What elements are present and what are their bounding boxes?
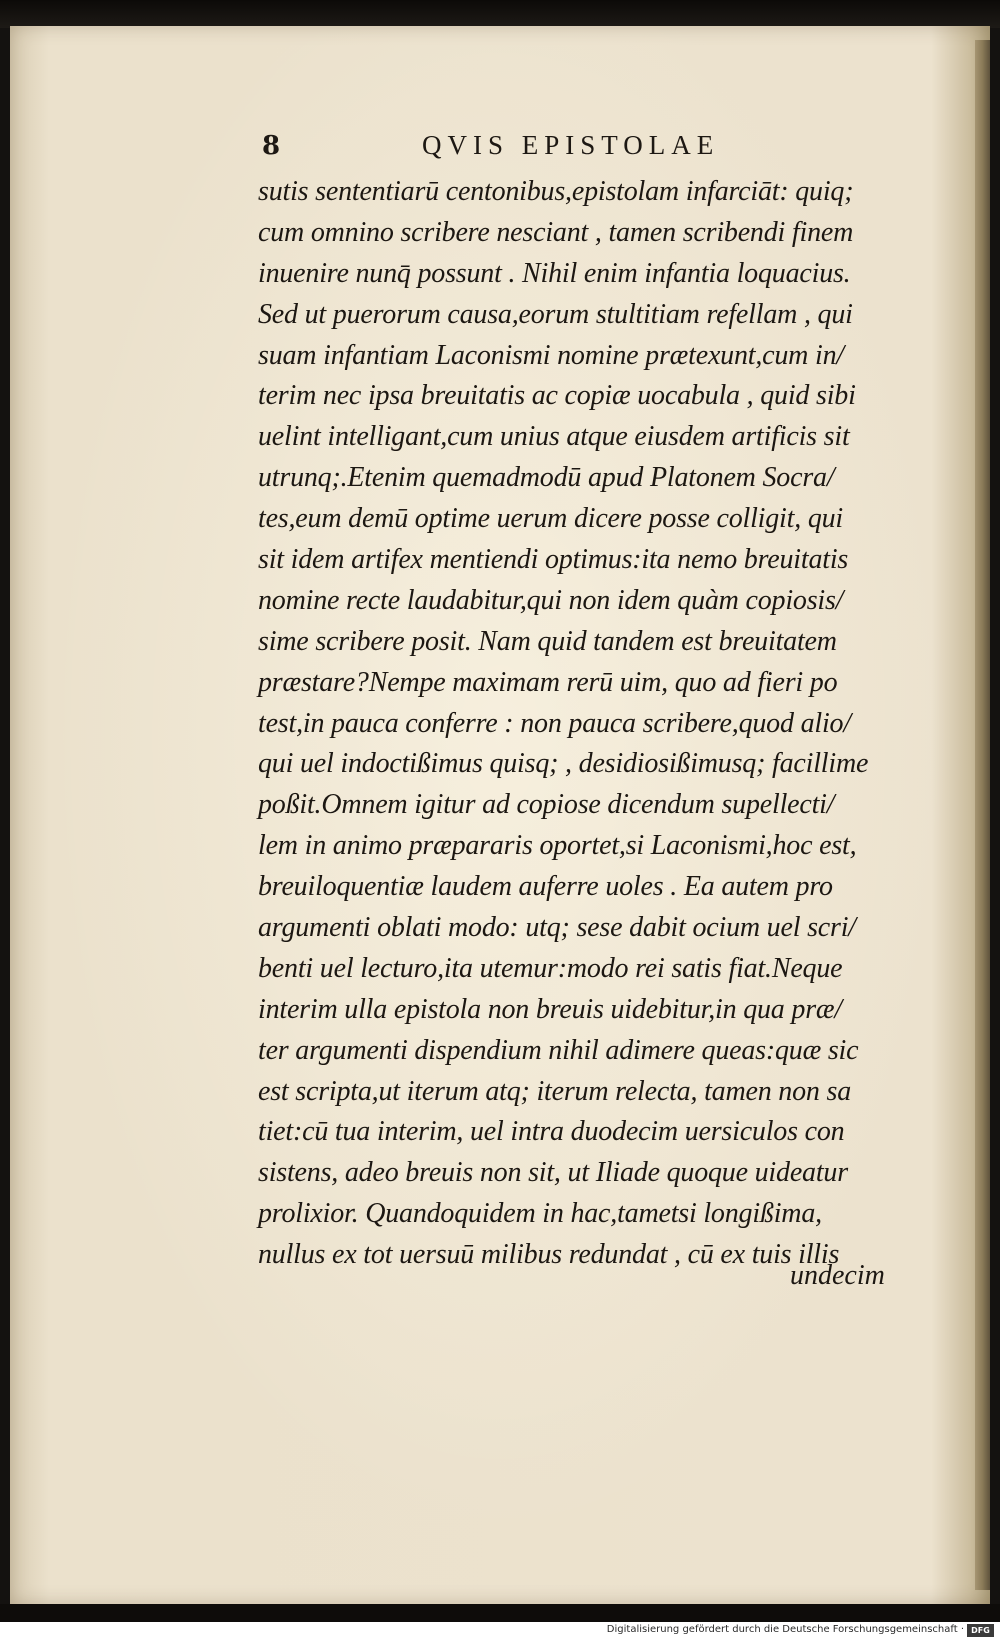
text-line: inuenire nunq̄ possunt . Nihil enim infantia loquacius.: [258, 257, 851, 289]
catchword: undecim: [790, 1260, 885, 1291]
text-line: suam infantiam Laconismi nomine prætexunt,cum in/: [258, 339, 844, 371]
text-line: terim nec ipsa breuitatis ac copiæ uocabula , quid sibi: [258, 380, 856, 412]
text-line: benti uel lecturo,ita utemur:modo rei satis fiat.Neque: [258, 952, 843, 984]
text-line: sime scribere posit. Nam quid tandem est breuitatem: [258, 625, 837, 657]
body-text: [258, 172, 958, 1276]
text-line: cum omnino scribere nesciant , tamen scribendi finem: [258, 216, 854, 248]
text-line: interim ulla epistola non breuis uidebitur,in qua præ/: [258, 993, 842, 1025]
text-line: nomine recte laudabitur,qui non idem quàm copiosis/: [258, 584, 844, 616]
text-line: prolixior. Quandoquidem in hac,tametsi longißima,: [258, 1198, 822, 1230]
running-head: [262, 130, 822, 170]
text-line: sutis sententiarū centonibus,epistolam infarciāt: quiq;: [258, 176, 854, 207]
text-line: uelint intelligant,cum unius atque eiusdem artificis sit: [258, 421, 850, 453]
text-line: breuiloquentiæ laudem auferre uoles . Ea autem pro: [258, 871, 833, 903]
text-line: præstare?Nempe maximam rerū uim, quo ad fieri po: [258, 666, 838, 698]
page-number: 8: [262, 131, 281, 161]
text-line: poßit.Omnem igitur ad copiose dicendum supellecti/: [258, 789, 835, 821]
text-line: qui uel indoctißimus quisq; , desidiosißimusq; facillime: [258, 748, 869, 780]
text-line: tiet:cū tua interim, uel intra duodecim uersiculos con: [258, 1116, 845, 1148]
text-line: Sed ut puerorum causa,eorum stultitiam refellam , qui: [258, 298, 853, 330]
digitization-credit: Digitalisierung gefördert durch die Deutsche Forschungsgemeinschaft ·: [606, 1624, 964, 1635]
text-line: argumenti oblati modo: utq; sese dabit ocium uel scri/: [258, 912, 856, 944]
running-title: QVIS EPISTOLAE: [422, 130, 720, 160]
text-line: sistens, adeo breuis non sit, ut Iliade quoque uideatur: [258, 1157, 848, 1189]
dfg-logo: DFG: [967, 1624, 994, 1637]
text-line: ter argumenti dispendium nihil adimere queas:quæ sic: [258, 1034, 859, 1066]
scan-background-bottom: [0, 1604, 1000, 1622]
scan-background-top: [0, 0, 1000, 28]
text-line: lem in animo præpararis oportet,si Laconismi,hoc est,: [258, 830, 857, 862]
text-line: est scripta,ut iterum atq; iterum relecta, tamen non sa: [258, 1075, 851, 1107]
page-edge-shadow: [975, 40, 990, 1590]
text-line: sit idem artifex mentiendi optimus:ita nemo breuitatis: [258, 544, 849, 576]
text-line: test,in pauca conferre : non pauca scribere,quod alio/: [258, 707, 851, 739]
text-line: tes,eum demū optime uerum dicere posse colligit, qui: [258, 503, 843, 535]
text-line: nullus ex tot uersuū milibus redundat , cū ex tuis illis: [258, 1239, 840, 1271]
text-line: utrunq;.Etenim quemadmodū apud Platonem Socra/: [258, 462, 835, 494]
